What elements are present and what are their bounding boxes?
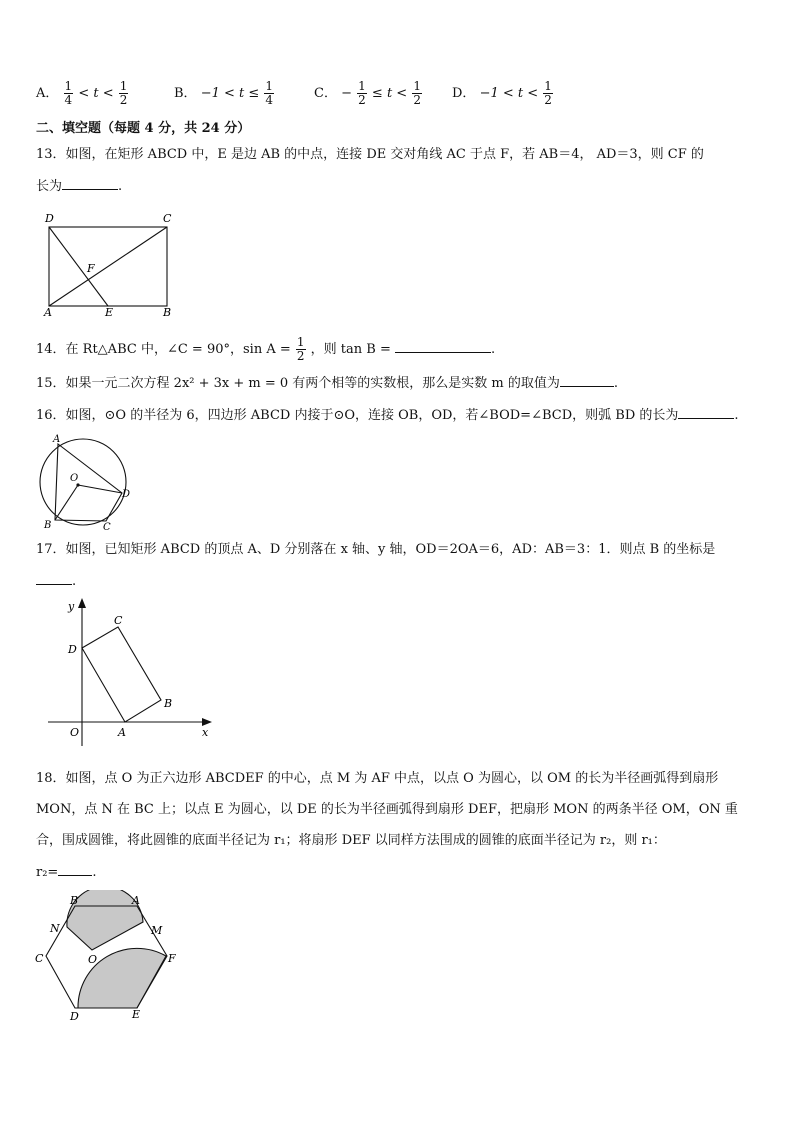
label-o: O bbox=[70, 726, 80, 739]
denominator: 2 bbox=[544, 93, 552, 107]
label-b: B bbox=[164, 697, 173, 710]
label-c: C bbox=[35, 952, 44, 965]
period: . bbox=[491, 342, 496, 357]
q18-text-line4 bbox=[36, 863, 96, 882]
q13-text-line1: 13．如图，在矩形 ABCD 中，E 是边 AB 的中点，连接 DE 交对角线 AC 于点 F，若 AB＝4， AD＝3，则 CF 的 bbox=[36, 147, 704, 162]
q16-body: 16．如图，⊙O 的半径为 6，四边形 ABCD 内接于⊙O，连接 OB，OD，若∠BOD=∠BCD，则弧 BD 的长为 bbox=[36, 408, 679, 423]
label-b: B bbox=[163, 306, 172, 318]
inequality: ≤ t < bbox=[371, 86, 408, 101]
denominator: 4 bbox=[265, 93, 274, 107]
fraction bbox=[64, 80, 74, 107]
q18-hexagon-figure bbox=[30, 890, 190, 1025]
fraction bbox=[296, 336, 306, 363]
q13-rectangle-figure bbox=[40, 208, 180, 318]
denominator: 2 bbox=[413, 93, 421, 107]
denominator: 4 bbox=[64, 93, 73, 107]
fraction bbox=[543, 80, 553, 107]
section-heading: 二、填空题（每题 4 分，共 24 分） bbox=[36, 121, 251, 136]
numerator: 1 bbox=[265, 79, 274, 93]
q18-text-line3: 合，围成圆锥，将此圆锥的底面半径记为 r₁；将扇形 DEF 以同样方法围成的圆锥的底面半径记为 r₂，则 r₁： bbox=[36, 833, 666, 848]
label-d: D bbox=[70, 1010, 79, 1023]
q13-text-line2 bbox=[36, 177, 122, 196]
label-y: y bbox=[68, 600, 75, 613]
option-label: D． bbox=[452, 86, 476, 101]
q16-text bbox=[36, 406, 739, 425]
fraction bbox=[412, 80, 422, 107]
numerator: 1 bbox=[544, 79, 552, 93]
label-o: O bbox=[70, 473, 79, 484]
denominator: 2 bbox=[296, 349, 305, 363]
label-c: C bbox=[163, 212, 172, 225]
q15-text bbox=[36, 374, 618, 393]
q18-text-line1: 18．如图，点 O 为正六边形 ABCDEF 的中心，点 M 为 AF 中点，以点 O 为圆心，以 OM 的长为半径画弧得到扇形 bbox=[36, 771, 719, 786]
y-axis-arrow bbox=[78, 598, 86, 608]
diagonal-ac bbox=[49, 227, 167, 306]
inequality: < t < bbox=[78, 86, 114, 101]
label-a: A bbox=[118, 726, 126, 739]
q16-circle-figure bbox=[30, 432, 140, 532]
quadrilateral-abcd bbox=[55, 444, 122, 521]
fraction bbox=[119, 80, 129, 107]
segment-ob bbox=[55, 485, 78, 520]
label-m: M bbox=[151, 924, 163, 937]
answer-blank bbox=[62, 177, 118, 190]
q18-prefix: r₂= bbox=[36, 865, 59, 880]
q18-text-line2: MON，点 N 在 BC 上；以点 E 为圆心，以 DE 的长为半径画弧得到扇形 DEF，把扇形 MON 的两条半径 OM，ON 重 bbox=[36, 802, 738, 817]
period: . bbox=[92, 865, 97, 880]
label-b: B bbox=[70, 894, 79, 907]
q17-text-line2 bbox=[36, 572, 76, 591]
q17-text-line1: 17．如图，已知矩形 ABCD 的顶点 A、D 分别落在 x 轴、y 轴，OD＝2OA＝6，AD：AB＝3：1．则点 B 的坐标是 bbox=[36, 542, 716, 557]
rectangle-abcd bbox=[82, 627, 161, 722]
label-d: D bbox=[122, 489, 131, 500]
option-label: C． bbox=[314, 86, 337, 101]
q14-suffix: ，则 tan B = bbox=[310, 342, 391, 357]
label-b: B bbox=[44, 520, 52, 531]
answer-blank bbox=[678, 406, 734, 419]
q13-prefix: 长为 bbox=[36, 179, 63, 194]
minus-sign: − bbox=[341, 86, 352, 101]
inequality: −1 < t < bbox=[479, 86, 539, 101]
label-c: C bbox=[103, 522, 111, 532]
label-a: A bbox=[53, 434, 61, 445]
numerator: 1 bbox=[296, 335, 305, 349]
numerator: 1 bbox=[358, 79, 366, 93]
inequality: −1 < t ≤ bbox=[200, 86, 260, 101]
q12-option-a bbox=[36, 80, 129, 107]
option-label: A． bbox=[36, 86, 59, 101]
segment-de bbox=[49, 227, 108, 306]
numerator: 1 bbox=[64, 79, 73, 93]
segment-od bbox=[78, 485, 122, 493]
label-a: A bbox=[44, 306, 52, 318]
x-axis-arrow bbox=[202, 718, 212, 726]
q12-option-d bbox=[452, 80, 554, 107]
period: . bbox=[734, 408, 739, 423]
label-f: F bbox=[87, 262, 95, 275]
label-o: O bbox=[88, 953, 98, 966]
q12-option-c bbox=[314, 80, 423, 107]
numerator: 1 bbox=[413, 79, 421, 93]
label-d: D bbox=[68, 643, 77, 656]
label-n: N bbox=[50, 922, 60, 935]
period: . bbox=[72, 574, 77, 589]
label-d: D bbox=[45, 212, 54, 225]
answer-blank bbox=[36, 572, 72, 585]
label-e: E bbox=[132, 1008, 141, 1021]
fraction bbox=[264, 80, 274, 107]
option-label: B． bbox=[174, 86, 197, 101]
denominator: 2 bbox=[119, 93, 128, 107]
denominator: 2 bbox=[358, 93, 366, 107]
period: . bbox=[118, 179, 123, 194]
circle-o bbox=[40, 439, 126, 525]
q17-coordinate-figure bbox=[40, 596, 220, 746]
q14-prefix: 14．在 Rt△ABC 中，∠C = 90°，sin A = bbox=[36, 342, 291, 357]
q15-body: 15．如果一元二次方程 2x² + 3x + m = 0 有两个相等的实数根，那么是实数 m 的取值为 bbox=[36, 376, 560, 391]
fraction bbox=[357, 80, 367, 107]
answer-blank bbox=[560, 374, 614, 387]
label-f: F bbox=[168, 952, 176, 965]
label-a: A bbox=[132, 894, 140, 907]
q14-text bbox=[36, 336, 495, 363]
period: . bbox=[613, 376, 619, 391]
answer-blank bbox=[58, 863, 92, 876]
q12-option-b bbox=[174, 80, 275, 107]
label-x: x bbox=[202, 726, 209, 739]
answer-blank bbox=[395, 340, 491, 353]
label-c: C bbox=[114, 614, 123, 627]
label-e: E bbox=[105, 306, 114, 318]
numerator: 1 bbox=[119, 79, 128, 93]
